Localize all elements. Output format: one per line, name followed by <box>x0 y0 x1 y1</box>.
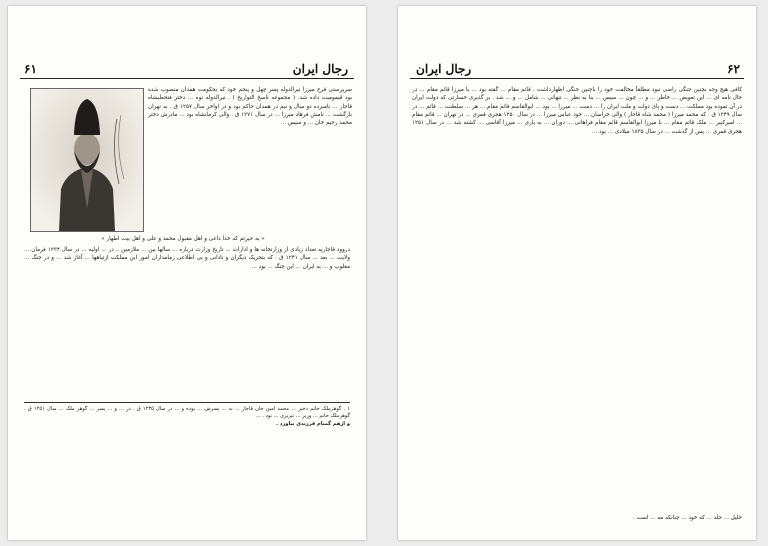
left-body-text: دروود قاجاریه تعداد زیادی از وزارتخانه ها و ادارات ... تاریخ وزارت درباره ... سالها بین ... ملازمین .. در ... اولیه ... در سال ۱۲۳۴ فرمان ... ولایت ... بعد ... سال ۱۲۴۱ ق . که بتحریک دیگران و نادانی و بی اطلاعی زمامداران امور این مملکت ازتیاهها ... آغاز شد ... و در جنگ ... مغلوب و ... به ایران ... این جنگ ... بود ... <box>24 247 350 270</box>
right-page <box>398 6 756 540</box>
portrait-caption: « به حیرتم که خدا داعی و اهل مقبول محمد و علی و اهل بیت اطهار » <box>101 236 265 242</box>
right-body-end: خلیل ... جلد ... که خود ... چنانکه مه ... است . <box>633 515 742 521</box>
left-page-header <box>20 62 354 79</box>
right-page-header <box>410 62 744 79</box>
page-number: ۶۲ <box>727 62 740 76</box>
running-title: رجال ایران <box>292 62 348 76</box>
portrait-image <box>30 88 144 232</box>
footnote-last-line: و ازهم گمنام فرزندی نیاورد . <box>276 420 350 427</box>
page-number: ۶۱ <box>24 62 37 76</box>
right-body-text: کافی هیچ وجه بچنین جنگی راضی نبود مطلقاً مخالفت خود را باچنین جنگی اظهارداشت . قائم مقام ... گفته بود ... با میرزا قائم مقام ... در حال نامه ای ... این تعویض ... خاطر ... و ... چون ... سپس ... بنا به نظر ... تنهائی ... شامل ... و ... شد . بر گذیری خسارتی که دولت ایران در آن نموده بود مملکت ... دست و پای دولت و ملت ایران را ... دست ... میرزا ... بود ... ابوالقاسم قائم مقام ... هر ... سلطنت ... قائم ... در سال ۱۲۴۹ ق . که محمد میرزا ( محمد شاه قاجار ) والی خراسان ... خود عباس میرزا ... در سال ۱۲۵۰ هجری قمری ... در تهران ... قائم مقام ... امیرکبیر ... ملک قائم مقام ... با میرزا ابوالقاسم قائم مقام فراهانی ... دوران ... به یاری ... میرزا آقاسی ... کشته شد ... در سال ۱۲۵۱ هجری قمری ... پس از گذشت ... در سال ۱۸۳۵ میلادی ... بود ... <box>412 87 742 135</box>
footnote-rule <box>24 402 350 403</box>
portrait-side-text: سرپرستی فرج میرزا نیرالدوله پسر چهل و پنجم خود که بحکومت همدان منصوب شده بود قیمومیت داده شد. ( مجموعه ناسخ التواریخ ) . نیرالدوله نوه ... دختر فتحعلیشاه قاجار ... نامبرده دو سال و نیم در همدان حاکم بود و در اواخر سال ۱۲۵۷ ق . به تهران بازگشت ... نامش فرهاد میرزا ... در سال ۱۲۷۱ ق . والی کرمانشاه بود ... مادرش دختر محمد رحیم خان ... و سپس ... <box>148 87 352 127</box>
left-page <box>8 6 366 540</box>
running-title: رجال ایران <box>416 62 472 76</box>
left-footnote: ۱ . گوهرملک خانم دختر ... محمد امین خان قاجار ... به ... پسرش ... بوده و ... در سال ۱۲۳۵ ق . در ... و ... پسر ... گوهر ملک ... سال ۱۲۵۱ ق . گوهرملک خانم ... وزیر ... تبریزی ... بود . ... و ازهم گمنام فرزندی نیاورد . <box>24 406 350 427</box>
